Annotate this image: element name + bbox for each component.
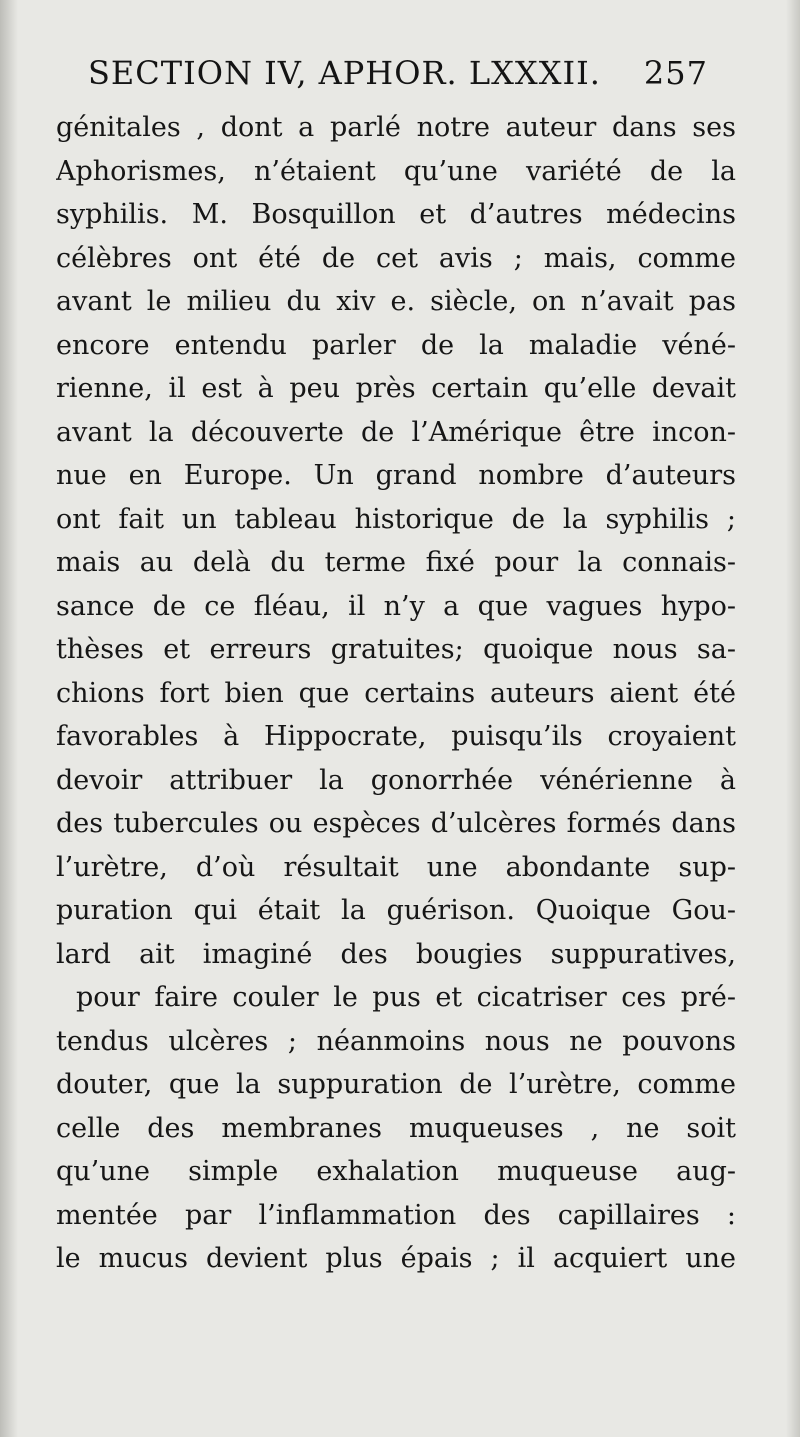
text-line: célèbres ont été de cet avis ; mais, comme: [56, 242, 736, 274]
text-line: l’urètre, d’où résultait une abondante sup-: [56, 851, 736, 883]
running-title: SECTION IV, APHOR. LXXXII.: [88, 54, 601, 92]
text-line: thèses et erreurs gratuites; quoique nous sa-: [56, 634, 736, 665]
text-line: douter, que la suppuration de l’urètre, comme: [56, 1069, 736, 1100]
text-line: chions fort bien que certains auteurs aient été: [56, 677, 736, 709]
text-line: génitales , dont a parlé notre auteur dans ses: [56, 112, 736, 143]
page-header: [88, 48, 708, 98]
text-line: avant le milieu du xiv e. siècle, on n’avait pas: [56, 286, 736, 317]
text-line: des tubercules ou espèces d’ulcères formés dans: [56, 808, 736, 839]
text-line: encore entendu parler de la maladie véné-: [56, 329, 736, 361]
page-edge-shadow: [786, 0, 800, 1437]
text-line: rienne, il est à peu près certain qu’elle devait: [56, 373, 736, 404]
text-line: puration qui était la guérison. Quoique Gou-: [56, 895, 736, 926]
text-line: qu’une simple exhalation muqueuse aug-: [56, 1156, 736, 1187]
text-line: nue en Europe. Un grand nombre d’auteurs: [56, 460, 736, 491]
text-line: Aphorismes, n’étaient qu’une variété de la: [56, 155, 736, 187]
text-line: devoir attribuer la gonorrhée vénérienne à: [56, 764, 736, 796]
text-line: favorables à Hippocrate, puisqu’ils croyaient: [56, 721, 736, 752]
text-line: mentée par l’inflammation des capillaires :: [56, 1199, 736, 1231]
body-text: [56, 106, 736, 1281]
text-line: syphilis. M. Bosquillon et d’autres médecins: [56, 199, 736, 230]
text-line: mais au delà du terme fixé pour la connais-: [56, 547, 736, 578]
text-line: avant la découverte de l’Amérique être incon-: [56, 416, 736, 448]
text-line: tendus ulcères ; néanmoins nous ne pouvons: [56, 1025, 736, 1057]
text-line: celle des membranes muqueuses , ne soit: [56, 1112, 736, 1144]
page-gutter-shadow: [0, 0, 18, 1437]
text-line: le mucus devient plus épais ; il acquiert une: [56, 1243, 736, 1274]
text-line: sance de ce fléau, il n’y a que vagues hypo-: [56, 590, 736, 622]
text-line: pour faire couler le pus et cicatriser ces pré-: [76, 982, 736, 1013]
text-line: lard ait imaginé des bougies suppuratives,: [56, 938, 736, 970]
text-line: ont fait un tableau historique de la syphilis ;: [56, 503, 736, 535]
page-number: 257: [643, 54, 708, 92]
